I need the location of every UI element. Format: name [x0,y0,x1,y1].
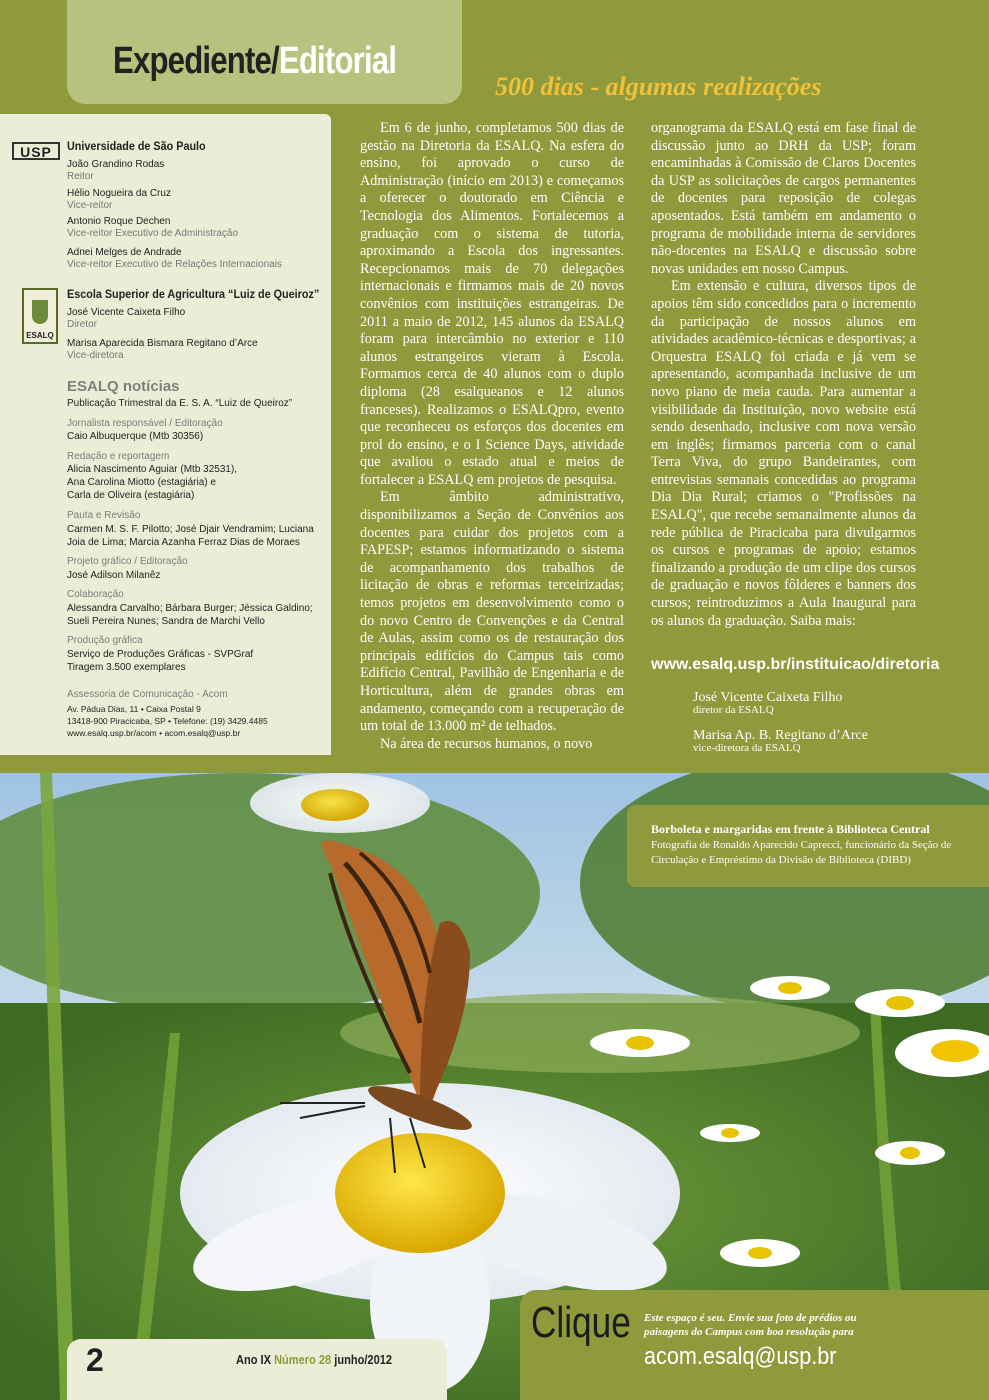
diretoria-link[interactable]: www.esalq.usp.br/instituicao/diretoria [651,656,940,673]
usp-name: Universidade de São Paulo [67,139,206,153]
person-name: José Vicente Caixeta Filho [67,307,186,318]
section-line: Alessandra Carvalho; Bárbara Burger; Jéssica Galdino; [67,603,313,614]
page-number: 2 [86,1342,104,1378]
issue-year: Ano IX [236,1352,271,1367]
editorial-column-1 [360,120,624,753]
page-title [113,40,396,83]
clique-email-link[interactable]: acom.esalq@usp.br [644,1343,837,1370]
signature-role: vice-diretora da ESALQ [693,742,801,754]
expediente-panel [0,114,331,755]
section-line: Serviço de Produções Gráficas - SVPGraf [67,649,254,660]
shield-icon [32,300,48,324]
signature-name: José Vicente Caixeta Filho [693,690,843,705]
assessoria-label: Assessoria de Comunicação - Acom [67,689,228,700]
person-name: Hélio Nogueira da Cruz [67,188,171,199]
photo-caption-title: Borboleta e margaridas em frente à Biblioteca Central [651,822,930,836]
signature-role: diretor da ESALQ [693,704,774,716]
person-role: Vice-reitor [67,200,113,211]
section-line: Alicia Nascimento Aguiar (Mtb 32531), [67,464,238,475]
publication-title: ESALQ notícias [67,378,180,395]
clique-text: Este espaço é seu. Envie sua foto de prédios ou paisagens do Campus com boa resolução para [644,1312,857,1338]
section-label: Projeto gráfico / Editoração [67,556,188,567]
esalq-name: Escola Superior de Agricultura “Luiz de Queiroz” [67,287,320,301]
section-label: Pauta e Revisão [67,510,141,521]
signature-name: Marisa Ap. B. Regitano d’Arce [693,728,868,743]
person-role: Diretor [67,319,98,330]
section-label: Produção gráfica [67,635,143,646]
section-line: Caio Albuquerque (Mtb 30356) [67,431,204,442]
paragraph: Em 6 de junho, completamos 500 dias de gestão na Diretoria da ESALQ. Na esfera do ensino, foi aprovado o curso de Administração (início em 2013) e começamos a oferecer o doutorado em Ciência e Tecnologia dos Alimentos. Fortalecemos a graduação com o sistema de tutoria, aproximando a Escola dos ingressantes. Recepcionamos mais de 70 delegações internacionais e firmamos mais de 20 novos convênios com instituições estrangeiras. De 2011 a maio de 2012, 145 alunos da ESALQ foram para intercâmbio no exterior e 110 alunos estrangeiros vieram à Escola. Formamos cerca de 40 alunos com o duplo diploma (28 esalqueanos e 12 alunos franceses). Realizamos o ESALQpro, evento que reconheceu os esforços dos docentes em prol do ensino, e o I Science Days, atividade que avaliou o estado atual e meios de fortalecer a ESALQ em projetos de pesquisa. [360,120,624,488]
paragraph: Em extensão e cultura, diversos tipos de apoios têm sido concedidos para o incremento da participação de nossos alunos em atividades acadêmico-técnicas e desportivas; a Orquestra ESALQ foi criada e já vem se apresentando, acompanhada inclusive de um novo piano de meia cauda. Para aumentar a visibilidade da Instituição, novo website está sendo desenhado, inclusive com nova versão em inglês; firmamos parceria com o canal Terra Viva, do grupo Bandeirantes, com entrevistas semanais concedidas ao programa Dia Dia Rural; criamos o "Profissões na ESALQ", que recebe semanalmente alunos da rede pública de Piracicaba para divulgarmos os cursos e programas de apoio; estamos finalizando a produção de um clipe dos cursos de graduação e novos fôlderes e banners dos cursos; reintroduzimos a Aula Inaugural para os alunos da graduação. Saiba mais: [651,278,916,629]
person-name: Marisa Aparecida Bismara Regitano d’Arce [67,338,258,349]
person-name: Antonio Roque Dechen [67,216,171,227]
person-role: Vice-diretora [67,350,124,361]
section-line: Tiragem 3.500 exemplares [67,662,186,673]
address-line: www.esalq.usp.br/acom • acom.esalq@usp.br [67,728,241,738]
signature [693,690,842,716]
esalq-logo [22,288,58,344]
issue-date: junho/2012 [334,1352,393,1367]
section-line: Carla de Oliveira (estagiária) [67,490,195,501]
issue-number: Número 28 [274,1352,332,1367]
photo-caption-text: Fotografia de Ronaldo Aparecido Caprecci, funcionário da Seção de Circulação e Empréstimo da Divisão de Biblioteca (DIBD) [651,839,952,866]
person-role: Vice-reitor Executivo de Administração [67,228,239,239]
title-part-1: Expediente/ [113,40,279,82]
person-name: Adnei Melges de Andrade [67,247,182,258]
footer-bar [67,1339,447,1400]
title-part-2: Editorial [278,40,397,82]
section-line: Sueli Pereira Nunes; Sandra de Marchi Vello [67,616,265,627]
section-line: Carmen M. S. F. Pilotto; José Djair Vendramim; Luciana [67,524,314,535]
section-line: Ana Carolina Miotto (estagiária) e [67,477,216,488]
section-line: José Adilson Milanêz [67,570,161,581]
section-label: Colaboração [67,589,124,600]
clique-title: Clique [531,1298,631,1347]
paragraph: Na área de recursos humanos, o novo [380,735,593,752]
usp-logo: USP [12,142,60,160]
address-line: Av. Pádua Dias, 11 • Caixa Postal 9 [67,704,201,714]
section-label: Redação e reportagem [67,451,170,462]
esalq-logo-label: ESALQ [26,331,54,340]
paragraph: organograma da ESALQ está em fase final de discussão junto ao DRH da USP; foram encaminhadas à Comissão de Claros Docentes da USP as solicitações de cargos permanentes de docentes para reposição de colegas aposentados. Está também em andamento o programa de mobilidade interna de servidores não-docentes na ESALQ e discussão sobre novas unidades em nosso Campus. [651,120,916,277]
publication-desc: Publicação Trimestral da E. S. A. “Luiz de Queiroz” [67,398,293,409]
address-line: 13418-900 Piracicaba, SP • Telefone: (19) 3429.4485 [67,716,268,726]
person-role: Vice-reitor Executivo de Relações Internacionais [67,259,282,270]
editorial-subtitle: 500 dias - algumas realizações [495,72,822,101]
signature [693,728,868,754]
person-role: Reitor [67,171,94,182]
editorial-column-2 [651,120,916,630]
paragraph: Em âmbito administrativo, disponibilizamos a Seção de Convênios aos docentes para cuidar dos projetos com a FAPESP; estamos informatizando o sistema de acompanhamento dos trabalhos de licitação de obras e reformas terceirizadas; temos projetos em desenvolvimento como o do novo Centro de Convenções e da Central de Aulas, assim como os de restauração dos principais edifícios do Campus tais como Edifício Central, Pavilhão de Engenharia e de Horticultura, além de grandes obras em andamento, começando com a recuperação de um total de 13.000 m² de telhados. [360,489,624,735]
section-line: Joia de Lima; Marcia Azanha Ferraz Dias de Moraes [67,537,300,548]
person-name: João Grandino Rodas [67,159,165,170]
issue-info [236,1352,392,1367]
section-label: Jornalista responsável / Editoração [67,418,223,429]
